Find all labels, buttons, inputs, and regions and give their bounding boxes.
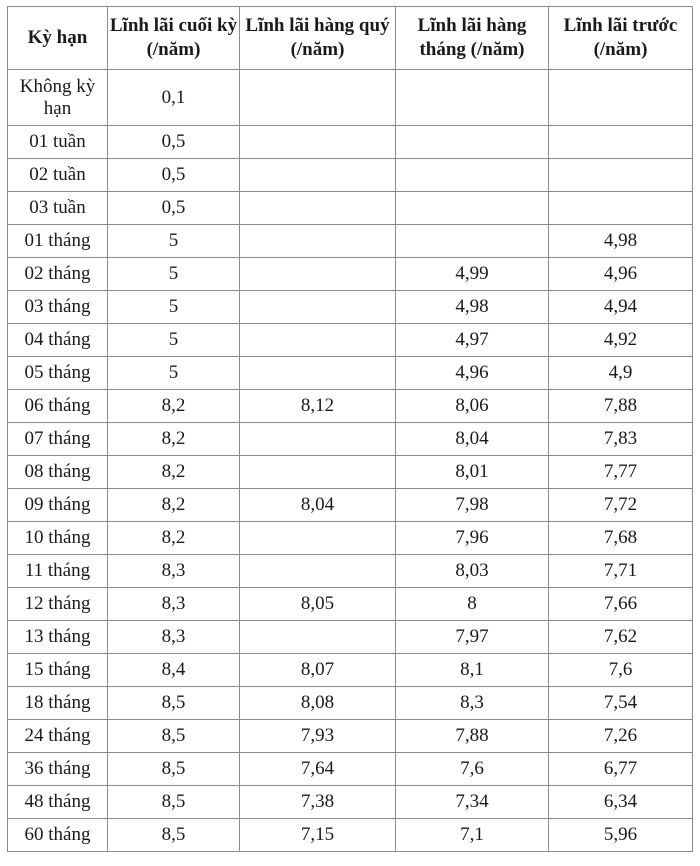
monthly-rate-cell: 8 — [396, 588, 549, 621]
table-row — [8, 456, 693, 489]
table-row — [8, 159, 693, 192]
end-of-term-rate-cell: 8,3 — [108, 555, 240, 588]
quarterly-rate-cell: 8,08 — [240, 687, 396, 720]
end-of-term-rate-cell: 8,2 — [108, 522, 240, 555]
quarterly-rate-cell: 7,64 — [240, 753, 396, 786]
end-of-term-rate-cell: 8,5 — [108, 786, 240, 819]
table-row — [8, 390, 693, 423]
table-row — [8, 555, 693, 588]
upfront-rate-cell: 5,96 — [549, 819, 693, 852]
upfront-rate-cell — [549, 126, 693, 159]
monthly-rate-cell: 7,34 — [396, 786, 549, 819]
monthly-rate-cell: 8,06 — [396, 390, 549, 423]
end-of-term-rate-cell: 8,3 — [108, 621, 240, 654]
monthly-rate-cell: 8,03 — [396, 555, 549, 588]
monthly-rate-cell: 8,01 — [396, 456, 549, 489]
end-of-term-rate-cell: 8,2 — [108, 390, 240, 423]
term-cell: 03 tuần — [8, 192, 108, 225]
end-of-term-rate-cell: 5 — [108, 291, 240, 324]
monthly-rate-cell: 7,1 — [396, 819, 549, 852]
term-cell: 11 tháng — [8, 555, 108, 588]
term-cell: 36 tháng — [8, 753, 108, 786]
monthly-rate-cell: 8,1 — [396, 654, 549, 687]
monthly-rate-cell: 4,96 — [396, 357, 549, 390]
upfront-rate-cell: 4,9 — [549, 357, 693, 390]
header-term: Kỳ hạn — [8, 7, 108, 70]
term-cell: 02 tuần — [8, 159, 108, 192]
upfront-rate-cell: 7,77 — [549, 456, 693, 489]
term-cell: 48 tháng — [8, 786, 108, 819]
table-body — [8, 70, 693, 852]
interest-rate-table — [7, 6, 693, 852]
quarterly-rate-cell — [240, 225, 396, 258]
monthly-rate-cell: 8,04 — [396, 423, 549, 456]
end-of-term-rate-cell: 0,5 — [108, 126, 240, 159]
table-row — [8, 489, 693, 522]
term-cell: 06 tháng — [8, 390, 108, 423]
end-of-term-rate-cell: 8,2 — [108, 423, 240, 456]
end-of-term-rate-cell: 0,1 — [108, 70, 240, 126]
end-of-term-rate-cell: 8,2 — [108, 456, 240, 489]
upfront-rate-cell: 7,83 — [549, 423, 693, 456]
monthly-rate-cell: 4,99 — [396, 258, 549, 291]
term-cell: 03 tháng — [8, 291, 108, 324]
term-cell: 10 tháng — [8, 522, 108, 555]
term-cell: 15 tháng — [8, 654, 108, 687]
table-row — [8, 423, 693, 456]
quarterly-rate-cell: 7,38 — [240, 786, 396, 819]
quarterly-rate-cell — [240, 126, 396, 159]
end-of-term-rate-cell: 8,5 — [108, 687, 240, 720]
table-row — [8, 687, 693, 720]
end-of-term-rate-cell: 5 — [108, 324, 240, 357]
term-cell: 04 tháng — [8, 324, 108, 357]
quarterly-rate-cell — [240, 258, 396, 291]
upfront-rate-cell: 7,66 — [549, 588, 693, 621]
header-quarterly: Lĩnh lãi hàng quý (/năm) — [240, 7, 396, 70]
upfront-rate-cell: 4,94 — [549, 291, 693, 324]
quarterly-rate-cell — [240, 159, 396, 192]
quarterly-rate-cell — [240, 555, 396, 588]
upfront-rate-cell — [549, 159, 693, 192]
table-row — [8, 126, 693, 159]
quarterly-rate-cell — [240, 357, 396, 390]
quarterly-rate-cell — [240, 192, 396, 225]
term-cell: 02 tháng — [8, 258, 108, 291]
term-cell: 12 tháng — [8, 588, 108, 621]
monthly-rate-cell: 7,6 — [396, 753, 549, 786]
monthly-rate-cell — [396, 225, 549, 258]
end-of-term-rate-cell: 8,3 — [108, 588, 240, 621]
term-cell: 01 tháng — [8, 225, 108, 258]
term-cell: 18 tháng — [8, 687, 108, 720]
upfront-rate-cell: 7,54 — [549, 687, 693, 720]
quarterly-rate-cell — [240, 621, 396, 654]
term-cell: 05 tháng — [8, 357, 108, 390]
monthly-rate-cell — [396, 192, 549, 225]
monthly-rate-cell: 7,88 — [396, 720, 549, 753]
table-row — [8, 258, 693, 291]
end-of-term-rate-cell: 8,4 — [108, 654, 240, 687]
table-row — [8, 786, 693, 819]
upfront-rate-cell: 7,68 — [549, 522, 693, 555]
term-cell: 60 tháng — [8, 819, 108, 852]
end-of-term-rate-cell: 8,2 — [108, 489, 240, 522]
table-row — [8, 70, 693, 126]
upfront-rate-cell: 4,98 — [549, 225, 693, 258]
quarterly-rate-cell: 8,12 — [240, 390, 396, 423]
quarterly-rate-cell: 7,93 — [240, 720, 396, 753]
upfront-rate-cell: 7,6 — [549, 654, 693, 687]
end-of-term-rate-cell: 8,5 — [108, 753, 240, 786]
quarterly-rate-cell — [240, 456, 396, 489]
upfront-rate-cell: 7,71 — [549, 555, 693, 588]
monthly-rate-cell: 7,98 — [396, 489, 549, 522]
table-row — [8, 621, 693, 654]
table-row — [8, 357, 693, 390]
monthly-rate-cell: 8,3 — [396, 687, 549, 720]
end-of-term-rate-cell: 8,5 — [108, 720, 240, 753]
table-row — [8, 192, 693, 225]
upfront-rate-cell: 4,92 — [549, 324, 693, 357]
end-of-term-rate-cell: 0,5 — [108, 159, 240, 192]
upfront-rate-cell: 7,26 — [549, 720, 693, 753]
header-upfront: Lĩnh lãi trước (/năm) — [549, 7, 693, 70]
term-cell: 13 tháng — [8, 621, 108, 654]
end-of-term-rate-cell: 0,5 — [108, 192, 240, 225]
table-row — [8, 522, 693, 555]
table-row — [8, 654, 693, 687]
monthly-rate-cell — [396, 159, 549, 192]
upfront-rate-cell: 7,72 — [549, 489, 693, 522]
upfront-rate-cell — [549, 70, 693, 126]
end-of-term-rate-cell: 5 — [108, 357, 240, 390]
term-cell: 24 tháng — [8, 720, 108, 753]
quarterly-rate-cell — [240, 291, 396, 324]
term-cell: 09 tháng — [8, 489, 108, 522]
monthly-rate-cell: 7,96 — [396, 522, 549, 555]
term-cell: 07 tháng — [8, 423, 108, 456]
quarterly-rate-cell — [240, 522, 396, 555]
table-row — [8, 225, 693, 258]
end-of-term-rate-cell: 8,5 — [108, 819, 240, 852]
header-monthly: Lĩnh lãi hàng tháng (/năm) — [396, 7, 549, 70]
table-row — [8, 720, 693, 753]
monthly-rate-cell: 4,98 — [396, 291, 549, 324]
end-of-term-rate-cell: 5 — [108, 258, 240, 291]
upfront-rate-cell: 7,62 — [549, 621, 693, 654]
monthly-rate-cell — [396, 126, 549, 159]
quarterly-rate-cell: 8,07 — [240, 654, 396, 687]
quarterly-rate-cell: 8,05 — [240, 588, 396, 621]
table-row — [8, 588, 693, 621]
quarterly-rate-cell — [240, 423, 396, 456]
upfront-rate-cell: 6,34 — [549, 786, 693, 819]
header-row — [8, 7, 693, 70]
quarterly-rate-cell: 7,15 — [240, 819, 396, 852]
term-cell: Không kỳ hạn — [8, 70, 108, 126]
upfront-rate-cell: 7,88 — [549, 390, 693, 423]
upfront-rate-cell: 4,96 — [549, 258, 693, 291]
table-row — [8, 324, 693, 357]
upfront-rate-cell: 6,77 — [549, 753, 693, 786]
monthly-rate-cell: 7,97 — [396, 621, 549, 654]
quarterly-rate-cell — [240, 70, 396, 126]
term-cell: 01 tuần — [8, 126, 108, 159]
term-cell: 08 tháng — [8, 456, 108, 489]
header-end-of-term: Lĩnh lãi cuối kỳ (/năm) — [108, 7, 240, 70]
quarterly-rate-cell: 8,04 — [240, 489, 396, 522]
upfront-rate-cell — [549, 192, 693, 225]
quarterly-rate-cell — [240, 324, 396, 357]
monthly-rate-cell: 4,97 — [396, 324, 549, 357]
table-row — [8, 753, 693, 786]
monthly-rate-cell — [396, 70, 549, 126]
table-row — [8, 291, 693, 324]
end-of-term-rate-cell: 5 — [108, 225, 240, 258]
table-row — [8, 819, 693, 852]
